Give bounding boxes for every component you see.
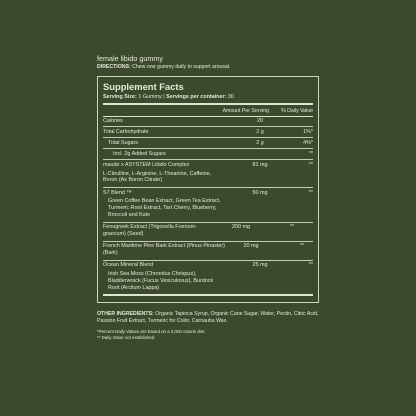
label-container xyxy=(97,55,319,341)
other-ingredients xyxy=(97,311,319,325)
ingredient-row xyxy=(103,188,313,223)
nutrient-dv: 4%* xyxy=(303,139,313,146)
ingredient-row xyxy=(103,242,313,261)
footnotes xyxy=(97,329,319,341)
ingredient-name: French Maritime Pine Bark Extract (Pinus Pinaster) (Bark) xyxy=(103,243,225,257)
ingredient-amount: 81 mg xyxy=(252,161,268,168)
nutrient-amount: 20 xyxy=(257,118,263,125)
ingredient-amount: 20 mg xyxy=(243,243,259,250)
ingredient-dv: ** xyxy=(289,224,294,231)
ingredient-name: Fenugreek Extract (Trigonella Foenum-graecum) (Seed) xyxy=(103,224,197,238)
directions xyxy=(97,64,319,70)
nutrient-amount: 2 g xyxy=(256,139,264,146)
directions-label: DIRECTIONS: xyxy=(97,63,131,70)
ingredient-dv: ** xyxy=(308,189,313,196)
other-ingredients-label: OTHER INGREDIENTS: xyxy=(97,311,154,318)
other-ingredients-text: Organic Tapioca Syrup, Organic Cane Sugar, Water, Pectin, Citric Acid, Passion Fruit Extract, Turmeric for Color, Carnauba Wax. xyxy=(97,311,319,325)
ingredient-amount: 25 mg xyxy=(252,262,268,269)
panel-title: Supplement Facts xyxy=(103,81,184,93)
ingredient-name: Ocean Mineral Blend xyxy=(103,262,154,269)
ingredient-description: L-Citrulline, L-Arginine, L-Theanine, Caffeine, Boron (As Boron Citrate) xyxy=(103,170,212,184)
nutrient-row xyxy=(103,127,313,138)
column-header xyxy=(103,105,313,117)
nutrient-row xyxy=(103,117,313,128)
nutrient-row xyxy=(103,138,313,149)
ingredient-row xyxy=(103,223,313,242)
ingredient-description: Irish Sea Moss (Chrondus Chrispus), Bladderwrack (Fucus Vesiculosus), Burdock Root (Arctium Lappa) xyxy=(108,271,214,291)
amount-column-header: Amount Per Serving xyxy=(222,107,269,114)
servings-per-container-value: 30 xyxy=(226,93,234,100)
ingredient-name: S7 Blend ™ xyxy=(103,189,132,196)
ingredient-description: Green Coffee Bean Extract, Green Tea Extract, Turmeric Root Extract, Tart Cherry, Blueberry, Broccoli and Kale xyxy=(108,198,221,218)
nutrient-dv: 1%* xyxy=(303,129,313,136)
serving-size-label: Serving Size: xyxy=(103,93,137,100)
supplement-facts-panel xyxy=(97,76,319,303)
nutrient-amount xyxy=(237,151,283,158)
ingredient-row xyxy=(103,160,313,188)
nutrient-name: Calories xyxy=(103,118,123,125)
footnote-not-established: ** Daily Value not established. xyxy=(97,334,156,340)
nutrient-name: Total Carbohydrate xyxy=(103,129,149,136)
nutrient-row xyxy=(103,149,313,160)
nutrient-name: Total Sugars xyxy=(108,139,138,146)
product-name: female libido gummy xyxy=(97,54,163,63)
servings-per-container-label: Servings per container: xyxy=(166,93,227,100)
serving-info xyxy=(103,94,313,105)
footnote-dv: *Percent Daily Values are based on a 2,000 calorie diet. xyxy=(97,328,206,334)
dv-column-header: % Daily Value xyxy=(281,107,313,114)
nutrient-name: Incl. 2g Added Sugars xyxy=(113,150,166,157)
ingredient-amount: 50 mg xyxy=(252,189,268,196)
nutrient-amount: 2 g xyxy=(256,129,264,136)
ingredient-amount: 200 mg xyxy=(232,224,250,231)
nutrient-dv xyxy=(283,118,313,125)
ingredient-name: maude x ASYSTEM Libido Complex xyxy=(103,161,190,168)
ingredient-dv: ** xyxy=(308,161,313,168)
ingredient-dv: ** xyxy=(308,262,313,269)
directions-text: Chew one gummy daily to support arousal. xyxy=(130,63,231,70)
ingredient-dv: ** xyxy=(299,243,304,250)
nutrient-dv: ** xyxy=(308,150,313,157)
serving-size-value: 1 Gummy | xyxy=(136,93,167,100)
ingredient-row xyxy=(103,261,313,297)
